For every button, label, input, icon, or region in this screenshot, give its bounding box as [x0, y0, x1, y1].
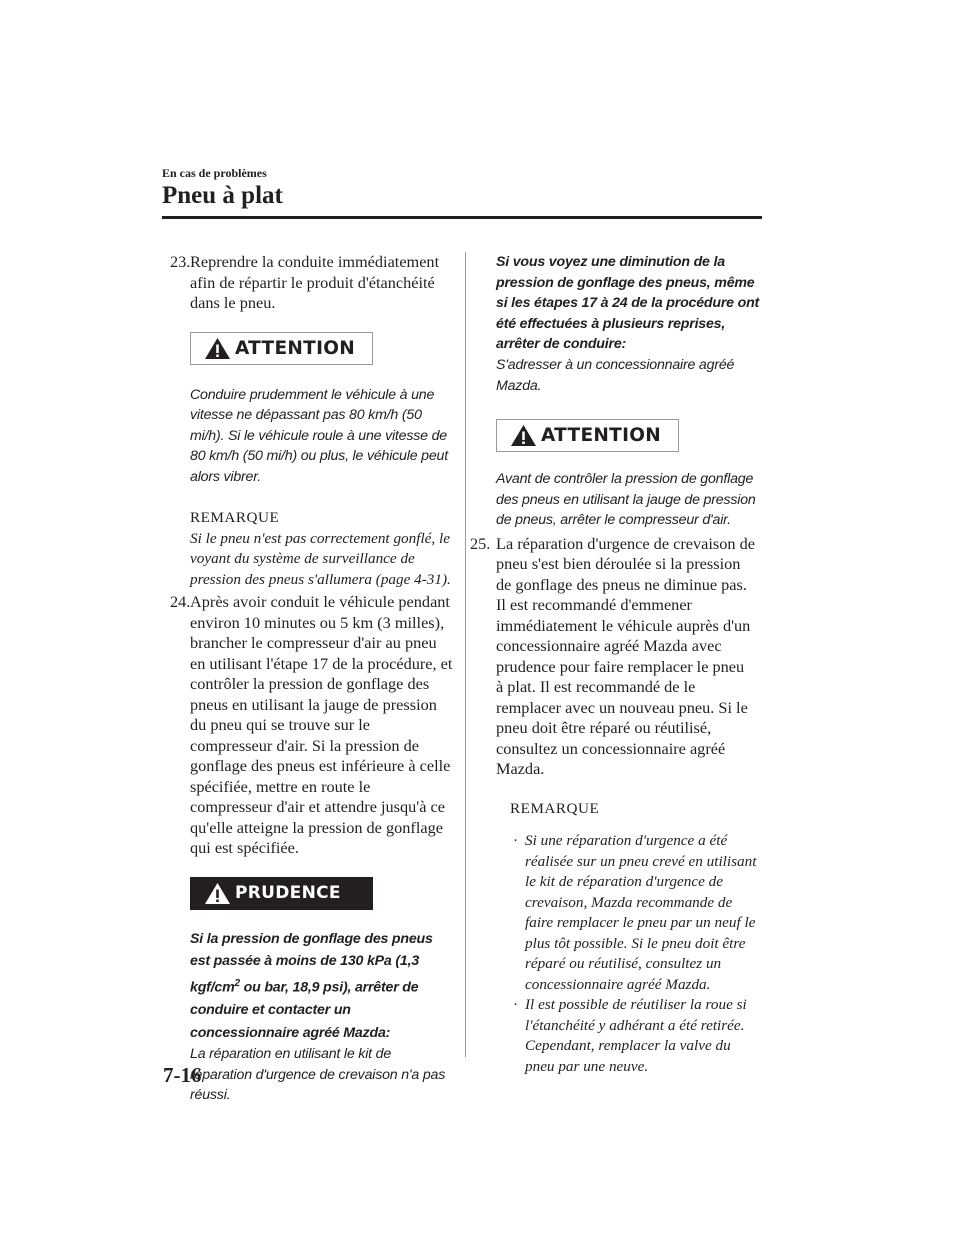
bullet-glyph: · [513, 996, 519, 1014]
caution-bold-text: Si la pression de gonflage des pneus est passée à moins de 130 kPa (1,3 kgf/cm [190, 930, 433, 996]
caution-label-text: PRUDENCE [235, 883, 341, 904]
step-23 [170, 252, 455, 314]
note-remarque [510, 799, 762, 1078]
continued-caution-bold: Si vous voyez une diminution de la pression de gonflage des pneus, même si les étapes 17 à 24 de la procédure ont été effectuées à plusieurs reprises, arrêter de conduire: [496, 254, 760, 353]
attention-label [190, 332, 373, 365]
attention-body: Conduire prudemment le véhicule à une vitesse ne dépassant pas 80 km/h (50 mi/h). Si le véhicule roule à une vitesse de 80 km/h (50 mi/h) ou plus, le véhicule peut alors vibrer. [190, 386, 448, 485]
step-number: 24. [170, 592, 191, 612]
note-bullet [510, 831, 762, 995]
warning-icon [510, 424, 537, 447]
page-number: 7-16 [163, 1063, 202, 1087]
step-24 [170, 592, 455, 859]
note-heading: REMARQUE [510, 799, 600, 817]
continued-caution-body: S'adresser à un concessionnaire agréé Mazda. [496, 356, 735, 394]
step-text: La réparation d'urgence de crevaison de pneu s'est bien déroulée si la pression de gonflage des pneus ne diminue pas. Il est recommandé d'emmener immédiatement le véhicule auprès d'un concessionnaire agréé Mazda avec prudence pour faire remplacer le pneu à plat. Il est recommandé de le remplacer avec un nouveau pneu. Si le pneu doit être réparé ou réutilisé, consultez un concessionnaire agréé Mazda. [496, 533, 755, 779]
section-header: En cas de problèmes [162, 166, 267, 180]
caution-detail: La réparation en utilisant le kit de réparation d'urgence de crevaison n'a pas réussi. [190, 1046, 446, 1104]
note-remarque [190, 508, 452, 590]
note-bullet [510, 995, 762, 1077]
note-heading: REMARQUE [190, 509, 280, 527]
attention-body: Avant de contrôler la pression de gonflage des pneus en utilisant la jauge de pression de pneus, arrêter le compresseur d'air. [496, 471, 756, 529]
step-number: 23. [170, 252, 191, 271]
attention-label-text: ATTENTION [541, 425, 662, 447]
caution-superscript: 2 [234, 977, 240, 989]
caution-label [190, 877, 373, 910]
warning-icon [204, 337, 231, 360]
page-title: Pneu à plat [162, 182, 283, 209]
bullet-text: Il est possible de réutiliser la roue si l'étanchéité y adhérant a été retirée. Cependant, remplacer la valve du pneu par une neuve. [525, 996, 747, 1075]
title-rule [162, 216, 762, 219]
bullet-glyph: · [513, 832, 519, 850]
step-number: 25. [470, 533, 491, 553]
step-text: Après avoir conduit le véhicule pendant environ 10 minutes ou 5 km (3 milles), brancher le compresseur d'air au pneu en utilisant l'étape 17 de la procédure, et contrôler la pression de gonflage des pneus en utilisant la jauge de pression du pneu qui se trouve sur le compresseur d'air. Si la pression de gonflage des pneus est inférieure à celle spécifiée, mettre en route le compresseur d'air et attendre jusqu'à ce qu'elle atteigne la pression de gonflage qui est spécifiée. [190, 592, 453, 858]
column-divider [465, 252, 466, 1057]
right-column [470, 252, 762, 1077]
note-bullets [510, 831, 762, 1077]
left-column [170, 252, 455, 1106]
attention-label [496, 419, 679, 452]
note-body: Si le pneu n'est pas correctement gonflé, le voyant du système de surveillance de pression des pneus s'allumera (page 4-31). [190, 529, 451, 588]
continued-caution [496, 252, 762, 396]
caution-body [190, 928, 455, 1106]
warning-icon [204, 882, 231, 905]
attention-label-text: ATTENTION [235, 337, 356, 359]
bullet-text: Si une réparation d'urgence a été réalisée sur un pneu crevé en utilisant le kit de réparation d'urgence de crevaison, Mazda recommande de faire remplacer le pneu par un neuf le plus tôt possible. Si le pneu doit être réparé ou réutilisé, consultez un concessionnaire agréé Mazda. [525, 832, 757, 993]
step-25 [470, 534, 755, 780]
caution-bold-text-2: ou bar, 18,9 psi), arrêter de conduire et contacter un concessionnaire agréé Mazda: [190, 979, 419, 1041]
step-text: Reprendre la conduite immédiatement afin de répartir le produit d'étanchéité dans le pneu. [190, 252, 440, 312]
